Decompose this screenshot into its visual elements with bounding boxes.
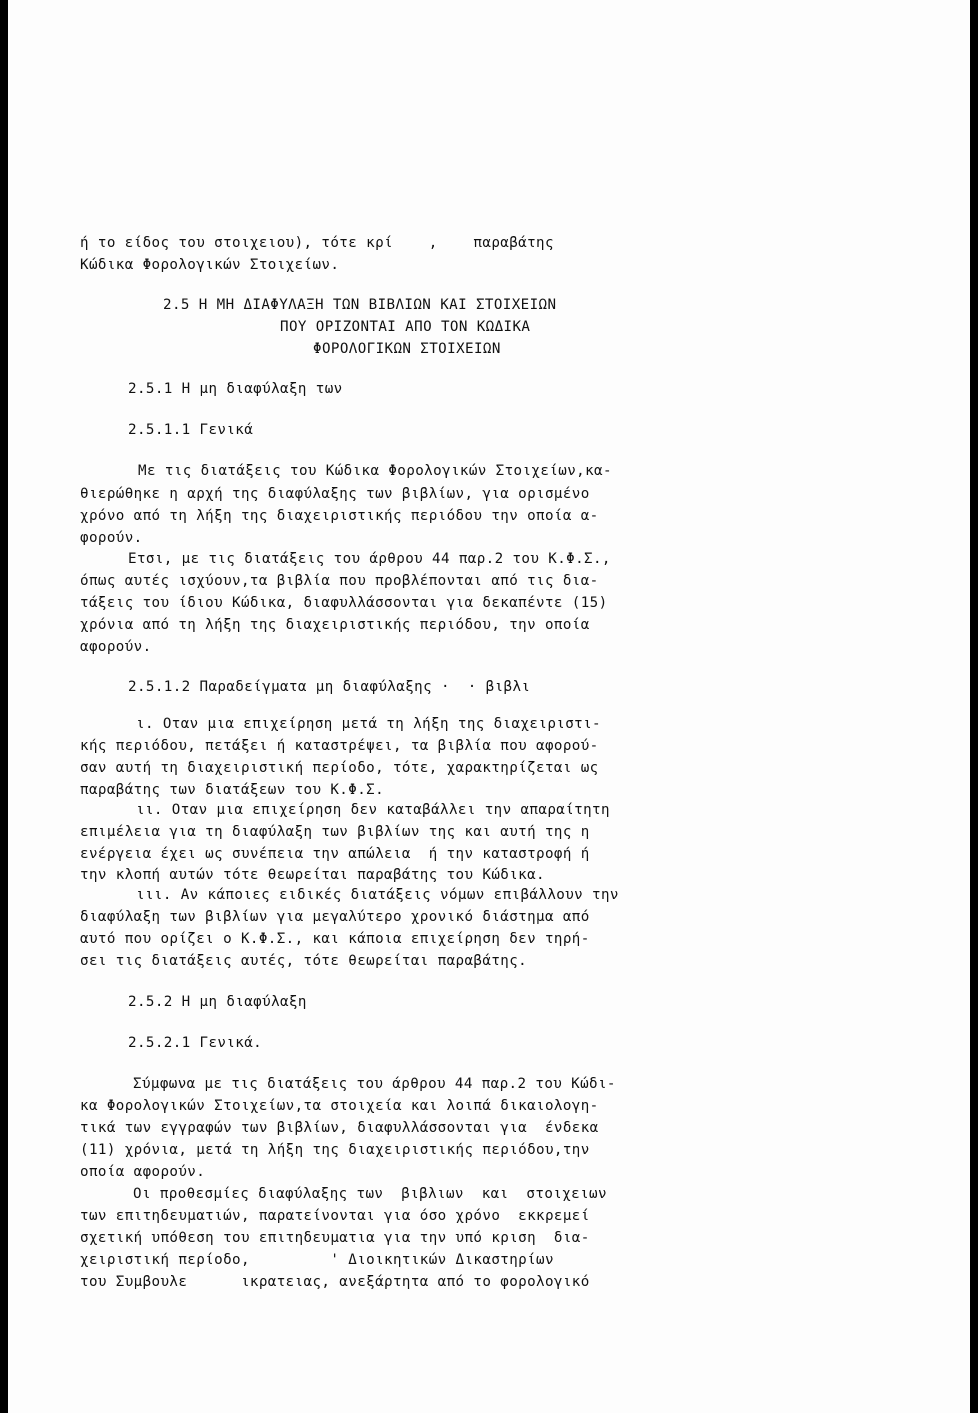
text-line: ενέργεια έχει ως συνέπεια την απώλεια ή την καταστροφή ή [80,846,590,862]
text-line: χειριστική περίοδο, ' Διοικητικών Δικαστηρίων [80,1252,554,1268]
subsection-heading: 2.5.1.1 Γενικά [128,422,254,438]
text-line: θιερώθηκε η αρχή της διαφύλαξης των βιβλίων, για ορισμένο [80,486,590,502]
subsection-heading: 2.5.1 Η μη διαφύλαξη των [128,381,343,397]
text-line: σχετική υπόθεση του επιτηδευματια για την υπό κριση δια- [80,1230,590,1246]
text-line: κής περιόδου, πετάξει ή καταστρέψει, τα βιβλία που αφορού- [80,738,599,754]
section-heading: ΦΟΡΟΛΟΓΙΚΩΝ ΣΤΟΙΧΕΙΩΝ [313,341,501,357]
text-line: ή το είδος του στοιχειου), τότε κρί , παραβάτης [80,235,554,251]
text-line: διαφύλαξη των βιβλίων για μεγαλύτερο χρονικό διάστημα από [80,909,590,925]
subsection-heading: 2.5.2.1 Γενικά. [128,1035,263,1051]
text-line: όπως αυτές ισχύουν,τα βιβλία που προβλέπονται από τις δια- [80,573,599,589]
text-line: των επιτηδευματιών, παρατείνονται για όσο χρόνο εκκρεμεί [80,1208,590,1224]
text-line: Με τις διατάξεις του Κώδικα Φορολογικών Στοιχείων,κα- [138,463,612,479]
text-line: χρόνο από τη λήξη της διαχειριστικής περιόδου την οποία α- [80,508,599,524]
text-line: φορούν. [80,530,143,546]
text-line: τικά των εγγραφών των βιβλίων, διαφυλλάσσονται για ένδεκα [80,1120,599,1136]
text-line: ιιι. Αν κάποιες ειδικές διατάξεις νόμων επιβάλλουν την [136,887,619,903]
subsection-heading: 2.5.2 Η μη διαφύλαξη [128,994,307,1010]
text-line: Οι προθεσμίες διαφύλαξης των βιβλιων και στοιχειων [133,1186,607,1202]
text-line: (11) χρόνια, μετά τη λήξη της διαχειριστικής περιόδου,την [80,1142,590,1158]
text-line: παραβάτης των διατάξεων του Κ.Φ.Σ. [80,782,385,798]
text-line: την κλοπή αυτών τότε θεωρείται παραβάτης του Κώδικα. [80,867,545,883]
text-line: του Συμβουλε ικρατειας, ανεξάρτητα από το φορολογικό [80,1274,590,1290]
text-line: τάξεις του ίδιου Κώδικα, διαφυλλάσσονται για δεκαπέντε (15) [80,595,608,611]
text-line: ιι. Οταν μια επιχείρηση δεν καταβάλλει την απαραίτητη [136,802,610,818]
text-line: αυτό που ορίζει ο Κ.Φ.Σ., και κάποια επιχείρηση δεν τηρή- [80,931,590,947]
text-line: χρόνια από τη λήξη της διαχειριστικής περιόδου, την οποία [80,617,590,633]
section-heading: ΠΟΥ ΟΡΙΖΟΝΤΑΙ ΑΠΟ ΤΟΝ ΚΩΔΙΚΑ [280,319,531,335]
text-line: αφορούν. [80,639,152,655]
text-line: οποία αφορούν. [80,1164,206,1180]
text-line: επιμέλεια για τη διαφύλαξη των βιβλίων της και αυτή της η [80,824,590,840]
text-line: σαν αυτή τη διαχειριστική περίοδο, τότε, χαρακτηρίζεται ως [80,760,599,776]
subsection-heading: 2.5.1.2 Παραδείγματα μη διαφύλαξης · · βιβλι [128,679,531,695]
text-line: σει τις διατάξεις αυτές, τότε θεωρείται παραβάτης. [80,953,528,969]
document-page [8,0,970,1413]
section-heading: 2.5 Η ΜΗ ΔΙΑΦΥΛΑΞΗ ΤΩΝ ΒΙΒΛΙΩΝ ΚΑΙ ΣΤΟΙΧΕΙΩΝ [163,297,557,313]
text-line: Σύμφωνα με τις διατάξεις του άρθρου 44 παρ.2 του Κώδι- [133,1076,616,1092]
text-line: κα Φορολογικών Στοιχείων,τα στοιχεία και λοιπά δικαιολογη- [80,1098,599,1114]
text-line: ι. Οταν μια επιχείρηση μετά τη λήξη της διαχειριστι- [136,716,601,732]
text-line: Κώδικα Φορολογικών Στοιχείων. [80,257,340,273]
text-line: Ετσι, με τις διατάξεις του άρθρου 44 παρ.2 του Κ.Φ.Σ., [128,551,611,567]
